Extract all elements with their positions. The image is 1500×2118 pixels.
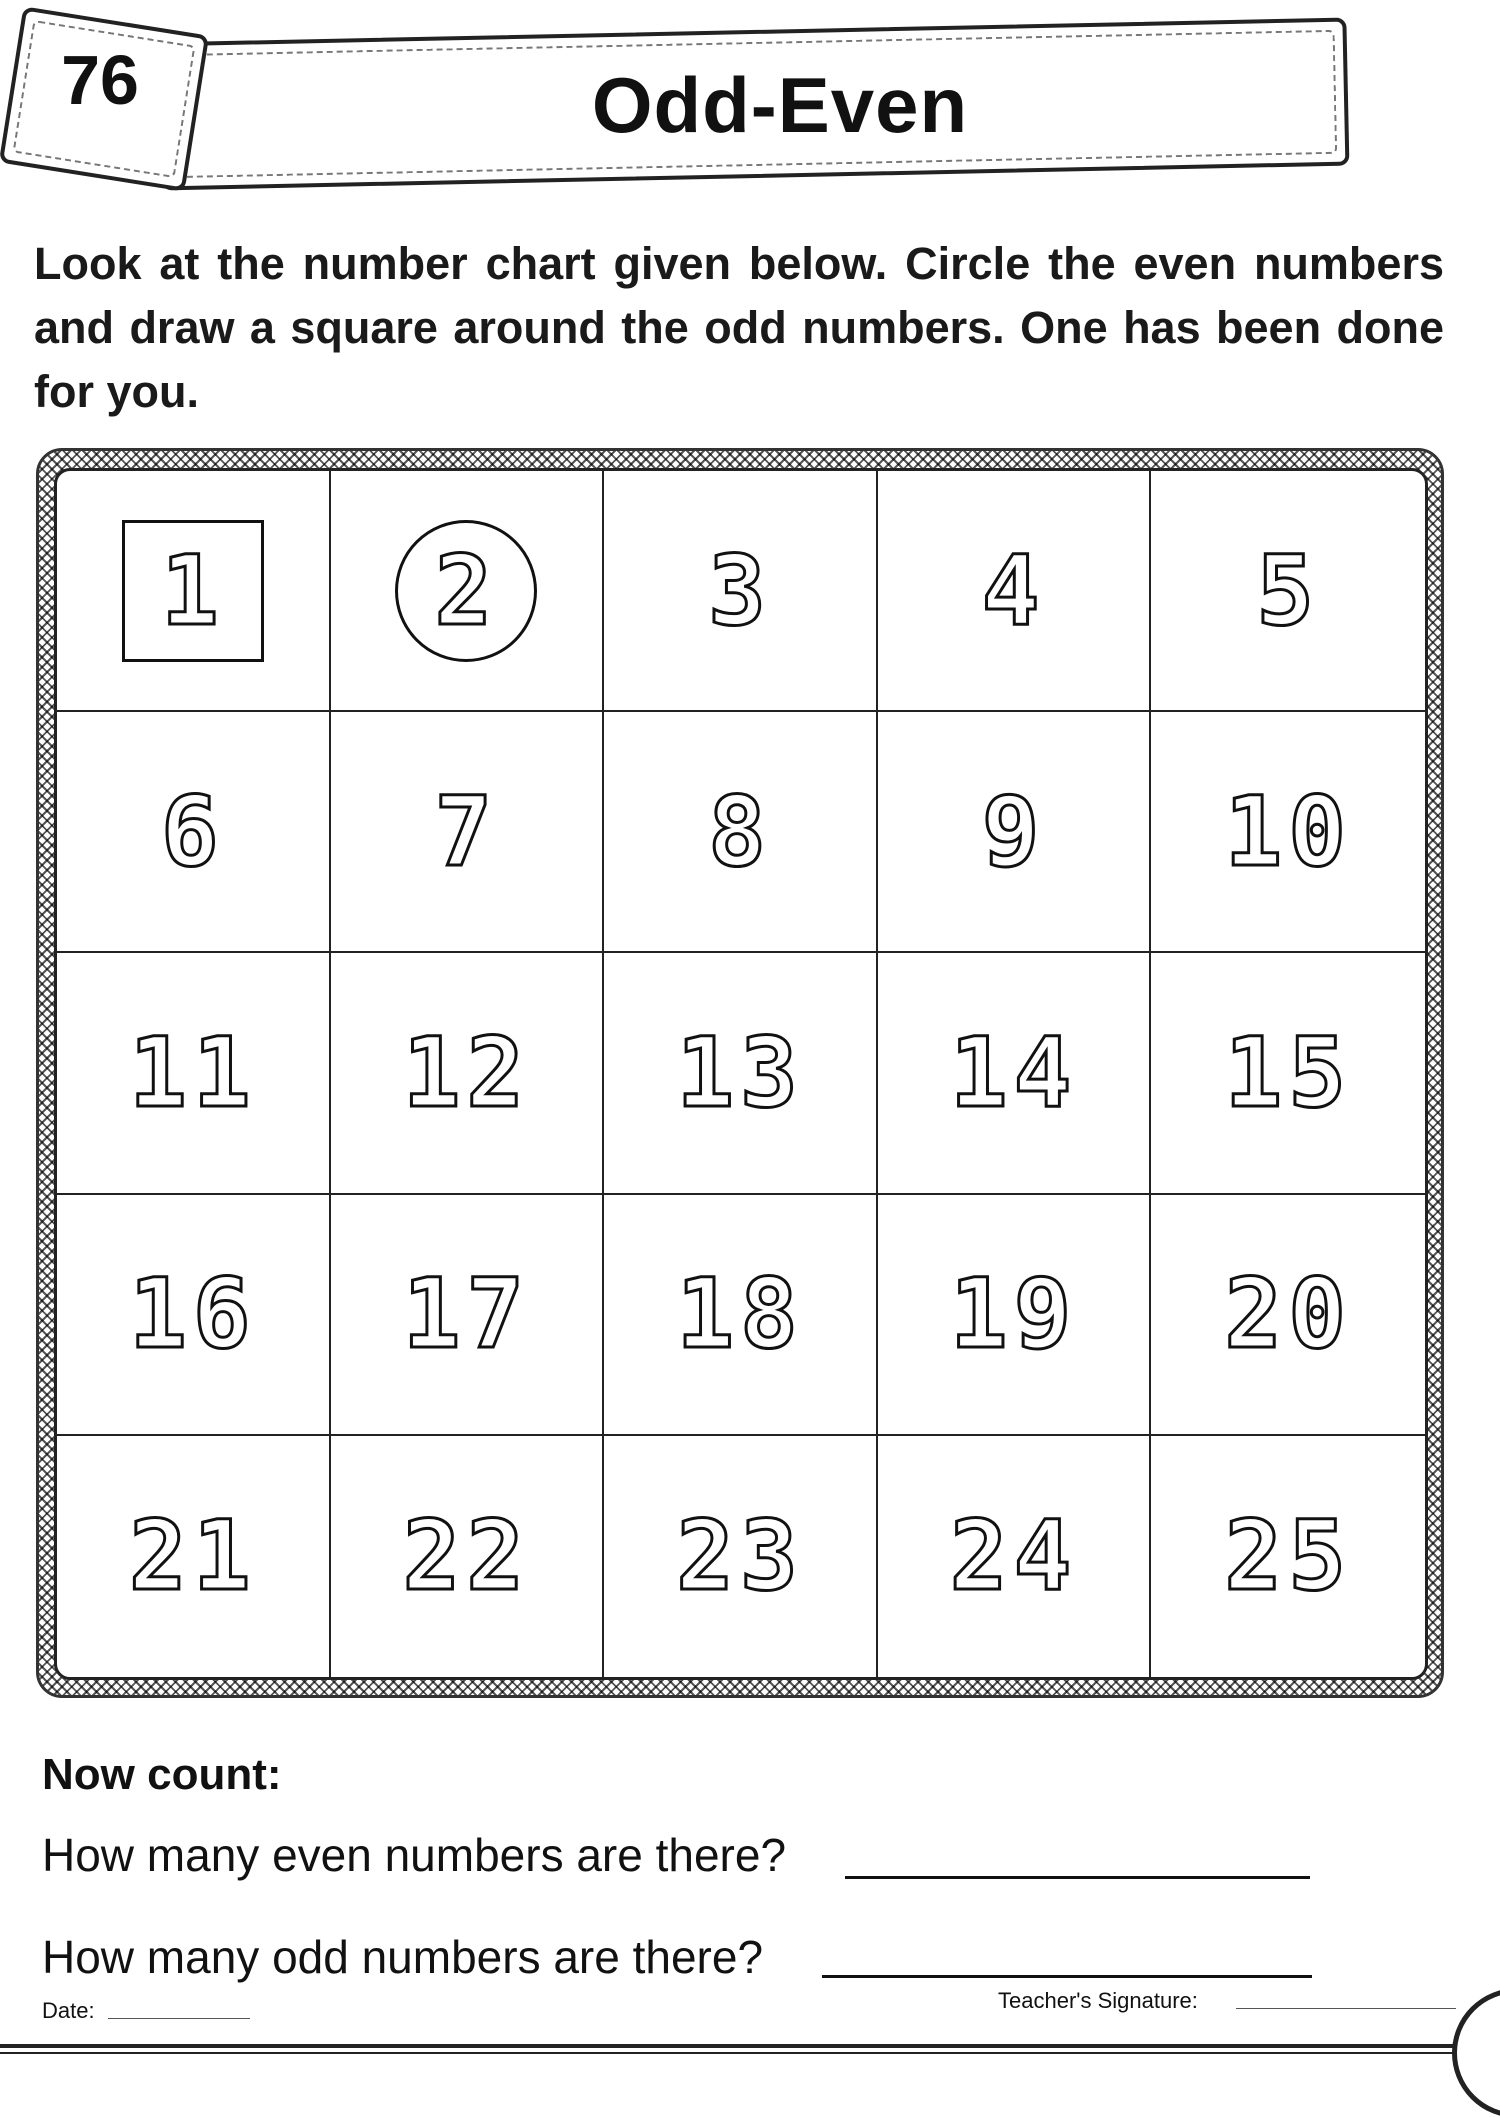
cell-number: 9 — [981, 775, 1046, 888]
page-number-badge — [1452, 1988, 1500, 2118]
chart-cell[interactable] — [878, 1436, 1152, 1677]
cell-number: 6 — [160, 775, 225, 888]
cell-number: 15 — [1224, 1016, 1352, 1129]
chart-cell[interactable] — [604, 1195, 878, 1436]
cell-number: 3 — [708, 534, 772, 647]
chart-cell[interactable] — [1151, 953, 1425, 1194]
chart-cell[interactable] — [878, 712, 1152, 953]
chart-cell[interactable] — [604, 712, 878, 953]
chart-cell[interactable] — [604, 953, 878, 1194]
even-count-answer-line[interactable] — [845, 1876, 1310, 1879]
cell-number: 4 — [981, 534, 1046, 647]
exercise-number: 76 — [61, 41, 139, 119]
chart-cell[interactable] — [57, 471, 331, 712]
cell-number: 7 — [434, 775, 499, 888]
cell-number: 19 — [949, 1258, 1078, 1371]
chart-cell[interactable] — [1151, 1436, 1425, 1677]
chart-cell[interactable] — [331, 953, 605, 1194]
even-count-question: How many even numbers are there? — [42, 1829, 787, 1881]
cell-number: 21 — [129, 1500, 257, 1613]
chart-cell[interactable] — [878, 471, 1152, 712]
chart-cell[interactable] — [57, 1436, 331, 1677]
chart-cell[interactable] — [604, 1436, 878, 1677]
signature-line[interactable] — [1236, 2008, 1456, 2009]
chart-cell[interactable] — [1151, 1195, 1425, 1436]
chart-cell[interactable] — [1151, 712, 1425, 953]
cell-number: 25 — [1224, 1500, 1352, 1613]
cell-number: 16 — [129, 1258, 257, 1371]
date-label: Date: — [42, 1998, 95, 2023]
cell-number: 23 — [676, 1500, 804, 1613]
cell-number: 20 — [1224, 1258, 1352, 1371]
signature-label: Teacher's Signature: — [998, 1988, 1198, 2013]
example-square-mark — [122, 520, 264, 662]
count-heading: Now count: — [42, 1750, 282, 1799]
cell-number: 1 — [160, 534, 225, 647]
chart-cell[interactable] — [604, 471, 878, 712]
odd-count-question: How many odd numbers are there? — [42, 1931, 764, 1983]
date-line[interactable] — [108, 2018, 250, 2019]
chart-cell[interactable] — [331, 471, 605, 712]
cell-number: 13 — [676, 1016, 804, 1129]
chart-cell[interactable] — [878, 1195, 1152, 1436]
chart-cell[interactable] — [57, 1195, 331, 1436]
cell-number: 5 — [1256, 534, 1321, 647]
chart-cell[interactable] — [331, 1195, 605, 1436]
odd-count-answer-line[interactable] — [822, 1975, 1312, 1978]
chart-cell[interactable] — [57, 712, 331, 953]
chart-cell[interactable] — [57, 953, 331, 1194]
cell-number: 10 — [1224, 775, 1352, 888]
cell-number: 17 — [402, 1258, 531, 1371]
instruction-text: Look at the number chart given below. Circle the even numbers and draw a square around the odd numbers. One has been done for you. — [34, 238, 1444, 417]
bottom-rule — [0, 2044, 1470, 2048]
chart-cell[interactable] — [878, 953, 1152, 1194]
cell-number: 12 — [402, 1016, 531, 1129]
cell-number: 2 — [434, 534, 499, 647]
chart-cell[interactable] — [331, 1436, 605, 1677]
cell-number: 24 — [949, 1500, 1078, 1613]
chart-cell[interactable] — [1151, 471, 1425, 712]
cell-number: 8 — [708, 775, 772, 888]
cell-number: 14 — [949, 1016, 1078, 1129]
cell-number: 22 — [402, 1500, 531, 1613]
page-title: Odd-Even — [591, 61, 969, 149]
cell-number: 18 — [676, 1258, 804, 1371]
number-chart — [54, 468, 1428, 1680]
chart-cell[interactable] — [331, 712, 605, 953]
cell-number: 11 — [129, 1016, 257, 1129]
example-circle-mark — [395, 520, 537, 662]
bottom-rule-thin — [0, 2052, 1470, 2054]
